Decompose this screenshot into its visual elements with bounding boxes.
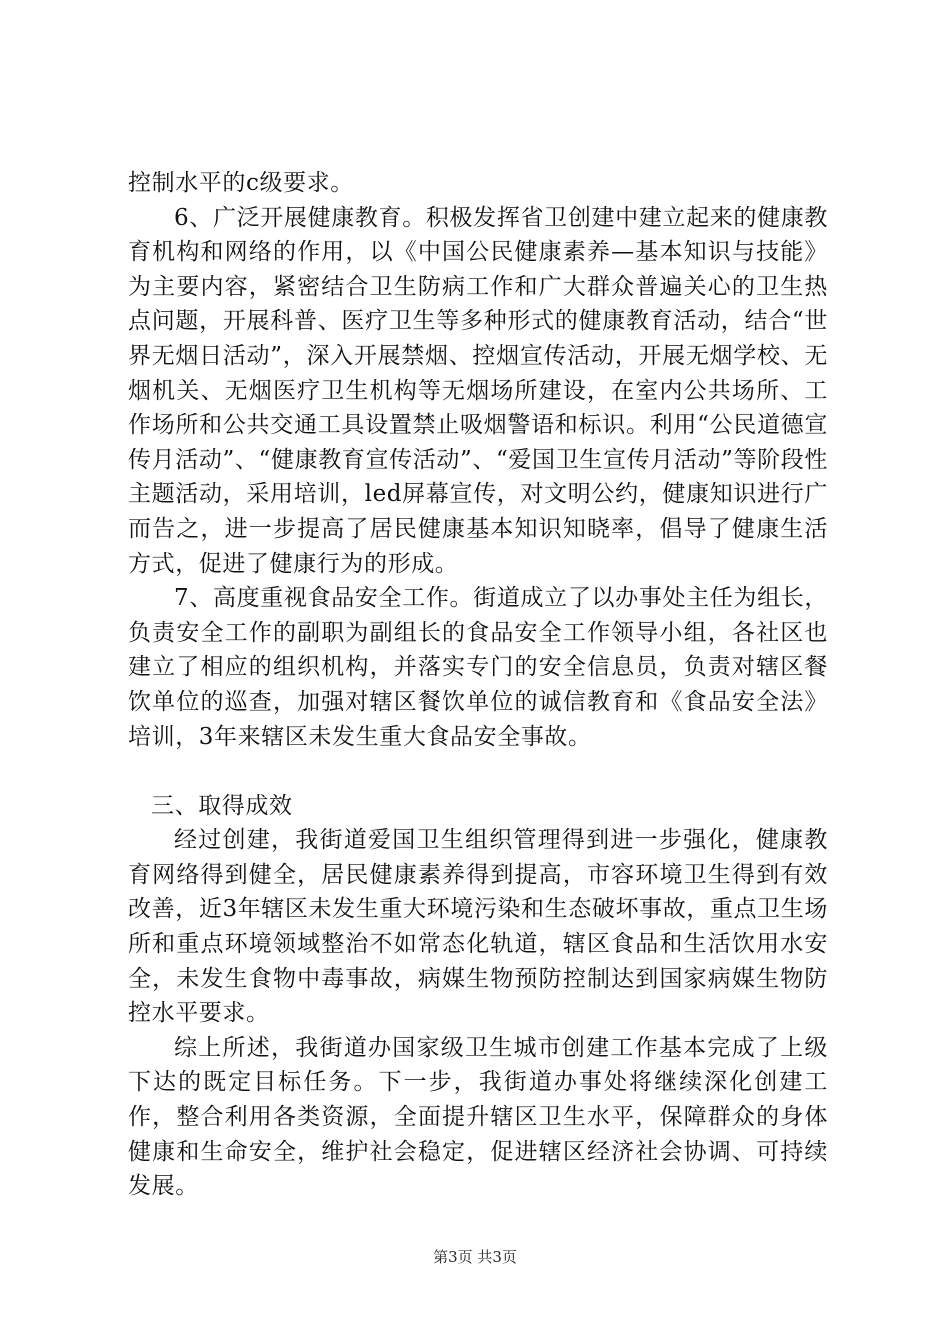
paragraph-food-safety: 7、高度重视食品安全工作。街道成立了以办事处主任为组长，负责安全工作的副职为副组长的食品安全工作领导小组，各社区也建立了相应的组织机构，并落实专门的安全信息员，负责对辖区餐饮单位的巡查，加强对辖区餐饮单位的诚信教育和《食品安全法》培训，3年来辖区未发生重大食品安全事故。 — [128, 585, 828, 750]
section-heading-results: 三、取得成效 — [151, 792, 293, 819]
paragraph-summary: 综上所述，我街道办国家级卫生城市创建工作基本完成了上级下达的既定目标任务。下一步，我街道办事处将继续深化创建工作，整合利用各类资源，全面提升辖区卫生水平，保障群众的身体健康和生命安全，维护社会稳定，促进辖区经济社会协调、可持续发展。 — [128, 1034, 828, 1200]
page-footer: 第3页 共3页 — [433, 1248, 517, 1266]
paragraph-health-education: 6、广泛开展健康教育。积极发挥省卫创建中建立起来的健康教育机构和网络的作用，以《中国公民健康素养—基本知识与技能》为主要内容，紧密结合卫生防病工作和广大群众普遍关心的卫生热点问题，开展科普、医疗卫生等多种形式的健康教育活动，结合“世界无烟日活动”，深入开展禁烟、控烟宣传活动，开展无烟学校、无烟机关、无烟医疗卫生机构等无烟场所建设，在室内公共场所、工作场所和公共交通工具设置禁止吸烟警语和标识。利用“公民道德宣传月活动”、“健康教育宣传活动”、“爱国卫生宣传月活动”等阶段性主题活动，采用培训，led屏幕宣传，对文明公约，健康知识进行广而告之，进一步提高了居民健康基本知识知晓率，倡导了健康生活方式，促进了健康行为的形成。 — [128, 204, 828, 577]
paragraph-continuation: 控制水平的c级要求。 — [128, 170, 354, 196]
document-body — [128, 166, 828, 1204]
paragraph-results: 经过创建，我街道爱国卫生组织管理得到进一步强化，健康教育网络得到健全，居民健康素养得到提高，市容环境卫生得到有效改善，近3年辖区未发生重大环境污染和生态破坏事故，重点卫生场所和重点环境领域整治不如常态化轨道，辖区食品和生活饮用水安全，未发生食物中毒事故，病媒生物预防控制达到国家病媒生物防控水平要求。 — [128, 827, 828, 1027]
